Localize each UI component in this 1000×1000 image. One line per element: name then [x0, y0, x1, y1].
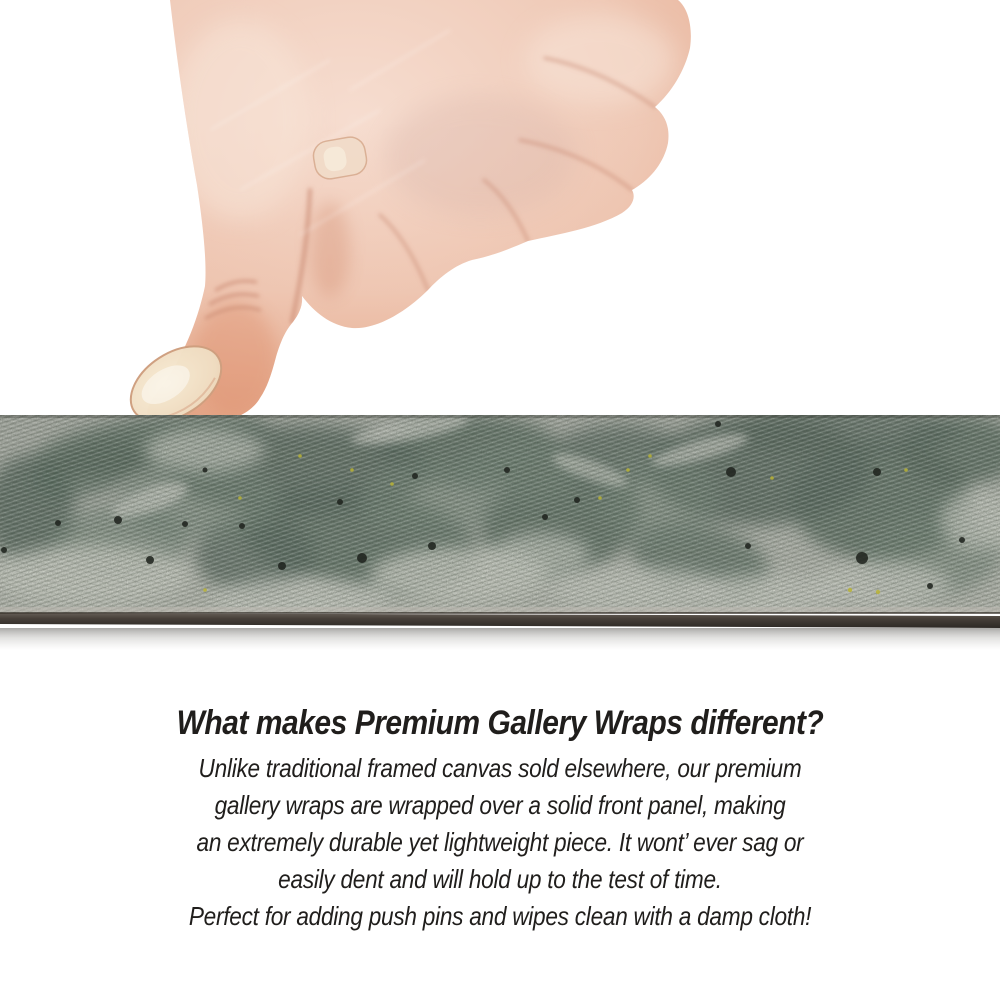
canvas-strip — [0, 400, 1000, 650]
body-line: gallery wraps are wrapped over a solid front panel, making — [214, 790, 786, 820]
marketing-copy — [0, 699, 1000, 935]
body-line: Unlike traditional framed canvas sold elsewhere, our premium — [198, 753, 802, 783]
drop-shadow — [0, 628, 1000, 650]
canvas-texture — [0, 400, 1000, 630]
panel-edge — [0, 613, 1000, 628]
headline: What makes Premium Gallery Wraps different? — [176, 704, 824, 742]
body-line: Perfect for adding push pins and wipes clean with a damp cloth! — [188, 901, 812, 931]
hand-photo — [117, 0, 691, 437]
body-copy — [0, 750, 1000, 935]
body-line: easily dent and will hold up to the test of time. — [278, 864, 722, 894]
body-line: an extremely durable yet lightweight piece. It wont’ ever sag or — [196, 827, 804, 857]
